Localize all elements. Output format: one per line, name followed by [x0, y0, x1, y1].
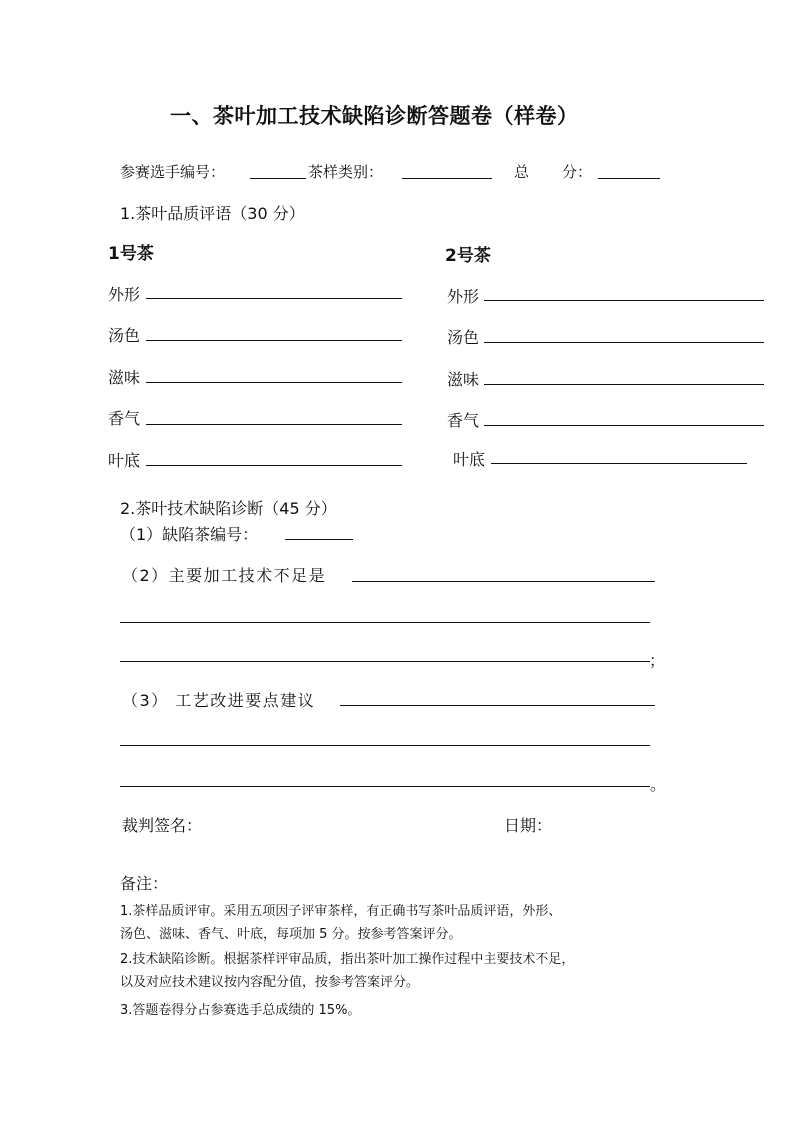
processing-deficiency-field-2[interactable] — [120, 622, 650, 623]
tea2-title: 2号茶 — [445, 246, 491, 266]
contestant-number-field[interactable] — [250, 178, 306, 179]
notes-heading: 备注： — [120, 874, 169, 893]
tea1-liquor-color-label: 汤色 — [108, 326, 141, 345]
note-line-4: 以及对应技术建议按内容配分值，按参考答案评分。 — [120, 975, 420, 990]
sample-type-label: 茶样类别： — [308, 163, 384, 181]
tea1-taste-field[interactable] — [146, 382, 402, 383]
semicolon-mark: ； — [649, 651, 666, 670]
note-line-1: 1.茶样品质评审。采用五项因子评审茶样，有正确书写茶叶品质评语，外形、 — [120, 904, 562, 919]
processing-deficiency-label: （2）主要加工技术不足是 — [122, 566, 327, 585]
defect-tea-number-label: （1）缺陷茶编号： — [120, 525, 259, 544]
tea2-appearance-label: 外形 — [447, 287, 480, 306]
process-improvement-field-1[interactable] — [340, 705, 655, 706]
tea2-liquor-color-field[interactable] — [484, 342, 764, 343]
total-score-label-1: 总 — [514, 163, 530, 181]
period-mark: 。 — [650, 775, 667, 794]
total-score-field[interactable] — [598, 178, 660, 179]
tea1-leaf-base-label: 叶底 — [108, 451, 141, 470]
note-line-3: 2.技术缺陷诊断。根据茶样评审品质，指出茶叶加工操作过程中主要技术不足， — [120, 952, 575, 967]
tea1-liquor-color-field[interactable] — [146, 340, 402, 341]
process-improvement-field-2[interactable] — [120, 745, 650, 746]
tea1-appearance-label: 外形 — [108, 285, 141, 304]
tea2-appearance-field[interactable] — [484, 300, 764, 301]
tea2-liquor-color-label: 汤色 — [447, 328, 480, 347]
tea1-taste-label: 滋味 — [108, 368, 141, 387]
sample-type-field[interactable] — [402, 178, 492, 179]
processing-deficiency-field-1[interactable] — [352, 581, 655, 582]
tea1-aroma-field[interactable] — [146, 424, 402, 425]
tea2-taste-label: 滋味 — [447, 370, 480, 389]
judge-signature-label: 裁判签名： — [122, 816, 203, 835]
tea2-taste-field[interactable] — [484, 384, 764, 385]
tea1-aroma-label: 香气 — [108, 409, 141, 428]
tea2-aroma-field[interactable] — [484, 425, 764, 426]
page-title: 一、茶叶加工技术缺陷诊断答题卷（样卷） — [170, 104, 579, 128]
note-line-2: 汤色、滋味、香气、叶底，每项加 5 分。按参考答案评分。 — [120, 927, 462, 942]
section1-heading: 1.茶叶品质评语（30 分） — [120, 204, 305, 223]
processing-deficiency-field-3[interactable] — [120, 661, 650, 662]
total-score-label-2: 分： — [562, 163, 593, 181]
tea1-leaf-base-field[interactable] — [146, 465, 402, 466]
process-improvement-label: （3） 工艺改进要点建议 — [122, 691, 316, 710]
defect-tea-number-field[interactable] — [285, 539, 353, 540]
process-improvement-field-3[interactable] — [120, 786, 650, 787]
date-label: 日期： — [504, 816, 553, 835]
tea2-leaf-base-label: 叶底 — [453, 450, 486, 469]
note-line-5: 3.答题卷得分占参赛选手总成绩的 15%。 — [120, 1003, 361, 1018]
section2-heading: 2.茶叶技术缺陷诊断（45 分） — [120, 499, 337, 518]
tea1-title: 1号茶 — [108, 244, 154, 264]
tea2-leaf-base-field[interactable] — [491, 463, 747, 464]
tea1-appearance-field[interactable] — [146, 298, 402, 299]
contestant-number-label: 参赛选手编号： — [120, 163, 226, 181]
tea2-aroma-label: 香气 — [447, 411, 480, 430]
